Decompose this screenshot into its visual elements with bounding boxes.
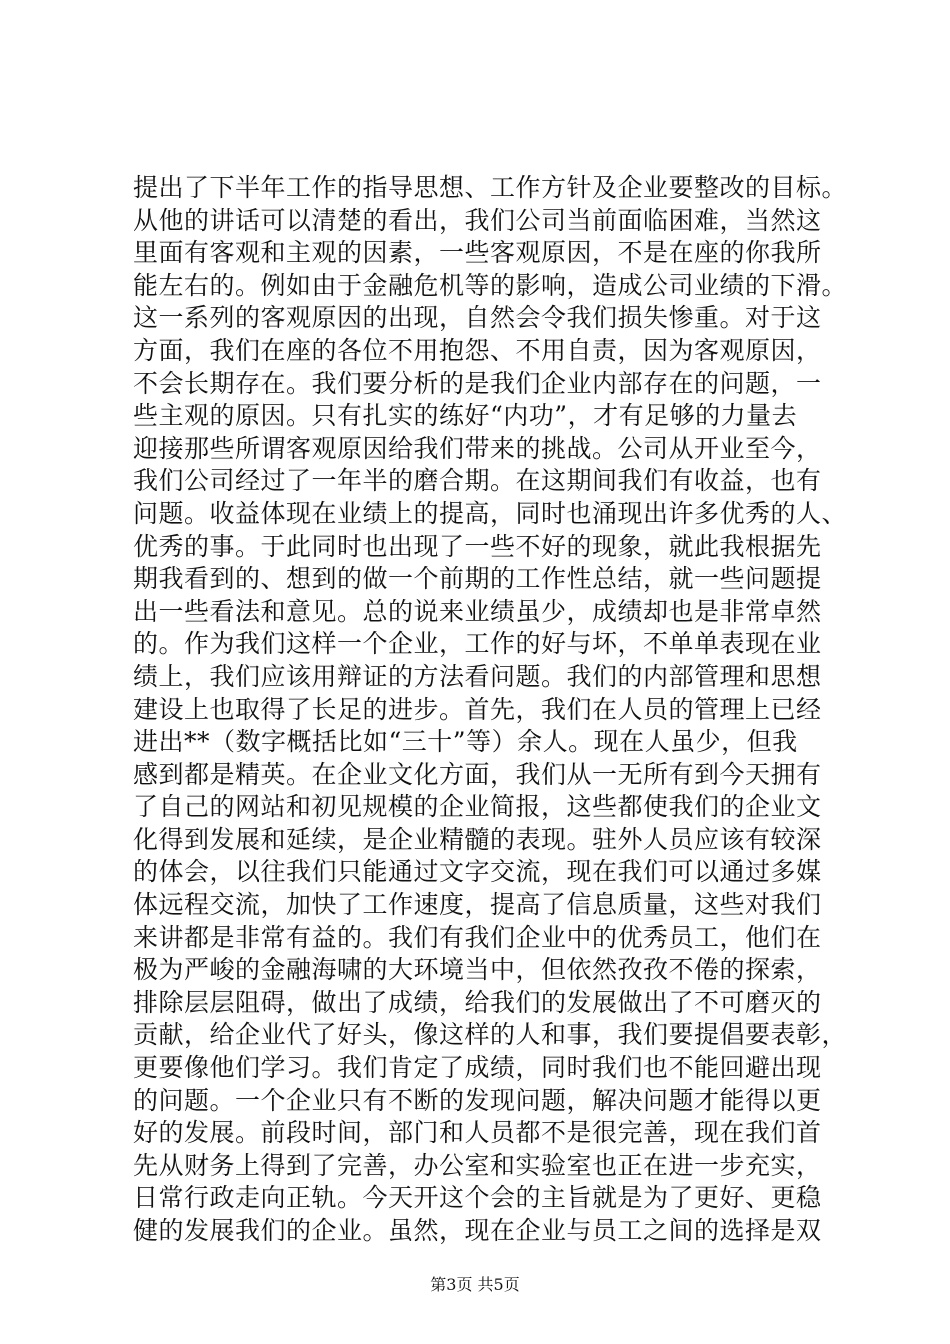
text-line: 能左右的。例如由于金融危机等的影响，造成公司业绩的下滑。 <box>133 270 848 300</box>
text-line: 好的发展。前段时间，部门和人员都不是很完善，现在我们首 <box>133 1118 822 1148</box>
text-line: 从他的讲话可以清楚的看出，我们公司当前面临困难，当然这 <box>133 205 822 235</box>
body-text <box>133 172 848 1248</box>
page-number-footer: 第3页 共5页 <box>430 1275 520 1294</box>
text-line: 提出了下半年工作的指导思想、工作方针及企业要整改的目标。 <box>133 173 848 202</box>
text-line: 了自己的网站和初见规模的企业简报，这些都使我们的企业文 <box>133 792 822 822</box>
text-line: 这一系列的客观原因的出现，自然会令我们损失惨重。对于这 <box>133 303 822 333</box>
text-line: 的问题。一个企业只有不断的发现问题，解决问题才能得以更 <box>133 1085 822 1115</box>
text-line: 化得到发展和延续，是企业精髓的表现。驻外人员应该有较深 <box>133 824 822 854</box>
text-line: 的。作为我们这样一个企业，工作的好与坏，不单单表现在业 <box>133 629 822 659</box>
text-line: 绩上，我们应该用辩证的方法看问题。我们的内部管理和思想 <box>133 661 822 691</box>
text-line: 我们公司经过了一年半的磨合期。在这期间我们有收益，也有 <box>133 466 822 496</box>
text-line: 先从财务上得到了完善，办公室和实验室也正在进一步充实， <box>133 1150 822 1180</box>
text-line: 贡献，给企业代了好头，像这样的人和事，我们要提倡要表彰， <box>133 1020 848 1050</box>
text-line: 排除层层阻碍，做出了成绩，给我们的发展做出了不可磨灭的 <box>133 987 822 1017</box>
text-line: 极为严峻的金融海啸的大环境当中，但依然孜孜不倦的探索， <box>133 955 822 985</box>
text-line: 更要像他们学习。我们肯定了成绩，同时我们也不能回避出现 <box>133 1053 822 1083</box>
text-line: 进出**（数字概括比如“三十”等）余人。现在人虽少，但我 <box>133 727 798 757</box>
text-line: 日常行政走向正轨。今天开这个会的主旨就是为了更好、更稳 <box>133 1183 822 1213</box>
text-line: 的体会，以往我们只能通过文字交流，现在我们可以通过多媒 <box>133 857 822 887</box>
text-line: 感到都是精英。在企业文化方面，我们从一无所有到今天拥有 <box>133 759 822 789</box>
text-line: 健的发展我们的企业。虽然，现在企业与员工之间的选择是双 <box>133 1216 822 1245</box>
text-line: 迎接那些所谓客观原因给我们带来的挑战。公司从开业至今， <box>133 433 822 463</box>
text-line: 体远程交流，加快了工作速度，提高了信息质量，这些对我们 <box>133 890 822 920</box>
text-line: 建设上也取得了长足的进步。首先，我们在人员的管理上已经 <box>133 694 822 724</box>
text-line: 来讲都是非常有益的。我们有我们企业中的优秀员工，他们在 <box>133 922 822 952</box>
text-line: 出一些看法和意见。总的说来业绩虽少，成绩却也是非常卓然 <box>133 596 822 626</box>
text-line: 方面，我们在座的各位不用抱怨、不用自责，因为客观原因， <box>133 335 822 365</box>
text-line: 优秀的事。于此同时也出现了一些不好的现象，就此我根据先 <box>133 531 822 561</box>
text-line: 期我看到的、想到的做一个前期的工作性总结，就一些问题提 <box>133 564 822 594</box>
text-line: 里面有客观和主观的因素，一些客观原因，不是在座的你我所 <box>133 238 822 268</box>
text-line: 问题。收益体现在业绩上的提高，同时也涌现出许多优秀的人、 <box>133 498 848 528</box>
text-line: 些主观的原因。只有扎实的练好“内功”，才有足够的力量去 <box>133 401 798 431</box>
text-line: 不会长期存在。我们要分析的是我们企业内部存在的问题，一 <box>133 368 822 398</box>
